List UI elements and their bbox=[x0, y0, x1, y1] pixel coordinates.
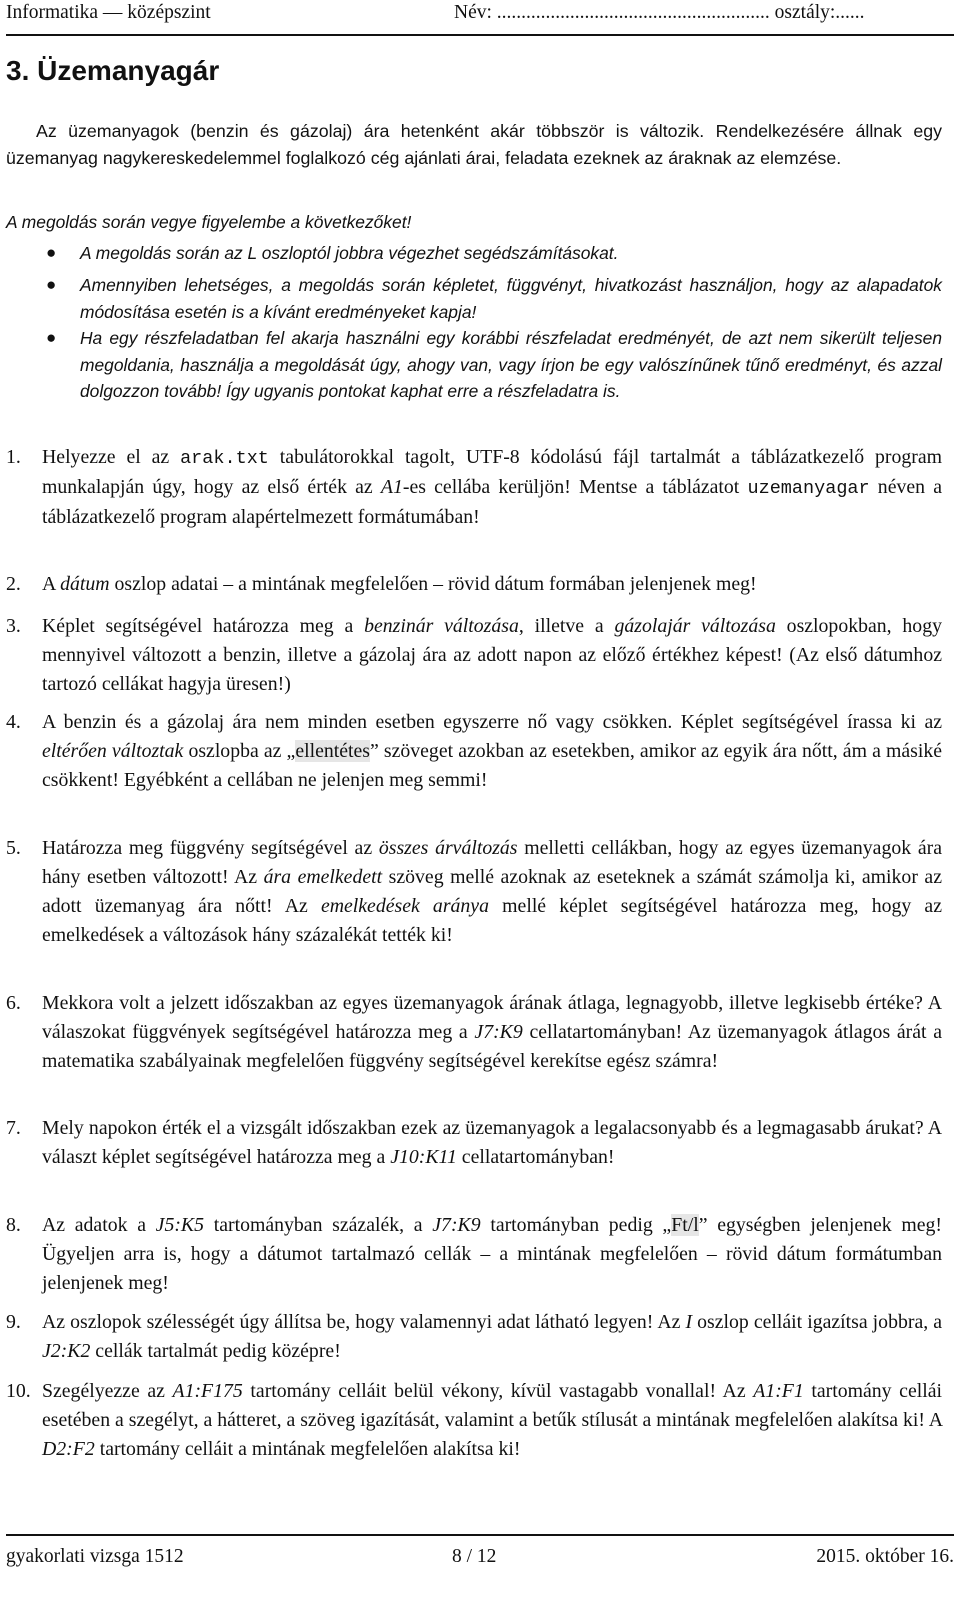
task-text-part: Helyezze el az bbox=[42, 446, 181, 468]
cell-range: J5:K5 bbox=[155, 1214, 205, 1236]
task-number: 3. bbox=[6, 615, 21, 637]
task-text-part: tartomány cellái esetében a szegélyt, a hátteret, a szöveg igazítását, valamint a betűk stílusát a mintának megfelelően alakítsa ki! A bbox=[42, 1380, 942, 1431]
task-2 bbox=[6, 570, 942, 599]
task-text-part: Szegélyezze az bbox=[42, 1380, 173, 1402]
task-text-part: tartomány celláit belül vékony, kívül vastagabb vonallal! Az bbox=[242, 1380, 754, 1402]
bullet-text: Ha egy részfeladatban fel akarja használni egy korábbi részfeladat eredményét, de azt nem sikerült teljesen megoldania, használja a megoldását úgy, ahogy van, vagy írjon be egy valószínűnek tűnő eredményt, és azzal dolgozzon tovább! Így ugyanis pontokat kaphat erre a részfeladatra is. bbox=[80, 328, 942, 401]
intro-paragraph bbox=[6, 118, 942, 172]
task-text-part: Határozza meg függvény segítségével az bbox=[42, 837, 379, 859]
task-text-part: Mekkora volt a jelzett időszakban az egyes üzemanyagok árának átlaga, legnagyobb, illetve legkisebb értéke? A válaszokat függvények segítségével határozza meg a bbox=[42, 992, 942, 1043]
task-text-part: Képlet segítségével határozza meg a bbox=[42, 615, 365, 637]
bullet-item bbox=[46, 272, 942, 325]
column-name: eltérően változtak bbox=[42, 740, 184, 762]
task-6 bbox=[6, 989, 942, 1076]
task-text bbox=[42, 989, 942, 1076]
footer-date: 2015. október 16. bbox=[816, 1546, 954, 1567]
task-7 bbox=[6, 1114, 942, 1172]
header-subject: Informatika — középszint bbox=[6, 2, 211, 23]
task-text-part: cellák tartalmát pedig középre! bbox=[90, 1340, 341, 1362]
label-name: emelkedések aránya bbox=[320, 895, 489, 917]
cell-range: J2:K2 bbox=[42, 1340, 91, 1362]
bullet-item bbox=[46, 240, 942, 267]
column-name: dátum bbox=[60, 573, 110, 595]
task-text-part: A benzin és a gázolaj ára nem minden esetben egyszerre nő vagy csökken. Képlet segítségével írassa ki az bbox=[42, 711, 942, 733]
task-text-part: oszlop adatai – a mintának megfelelően – rövid dátum formában jelenjenek meg! bbox=[109, 573, 757, 595]
task-9 bbox=[6, 1308, 942, 1366]
task-text-part: tartományban pedig „ bbox=[480, 1214, 672, 1236]
file-name: uzemanyagar bbox=[747, 478, 870, 499]
bullet-text: A megoldás során az L oszloptól jobbra végezhet segédszámításokat. bbox=[80, 243, 619, 263]
bullet-icon: ● bbox=[46, 328, 57, 347]
task-text-part: oszlop celláit igazítsa jobbra, a bbox=[692, 1311, 943, 1333]
task-8 bbox=[6, 1211, 942, 1298]
file-name: arak.txt bbox=[180, 448, 269, 469]
task-text-part: szöveg mellé azoknak az eseteknek a számát számolja ki, amikor az adott üzemanyag ára nőtt! Az bbox=[42, 866, 942, 917]
task-1 bbox=[6, 443, 942, 532]
task-text-part: néven a táblázatkezelő program alapértelmezett formátumában! bbox=[42, 476, 943, 528]
cell-range: J7:K9 bbox=[474, 1021, 523, 1043]
column-name: benzinár változása bbox=[364, 615, 519, 637]
task-text bbox=[42, 443, 942, 532]
cell-range: A1:F175 bbox=[172, 1380, 243, 1402]
task-text bbox=[42, 708, 942, 795]
bullet-icon: ● bbox=[46, 275, 57, 294]
task-number: 8. bbox=[6, 1214, 21, 1236]
label-name: összes árváltozás bbox=[378, 837, 518, 859]
task-text-part: melletti cellákban, hogy az egyes üzemanyagok ára hány esetben változott! Az bbox=[42, 837, 943, 888]
cell-range: D2:F2 bbox=[42, 1438, 95, 1460]
cell-range: J7:K9 bbox=[432, 1214, 481, 1236]
task-text-part: oszlopba az „ bbox=[183, 740, 296, 762]
page-footer bbox=[6, 1546, 954, 1568]
page-title: 3. Üzemanyagár bbox=[6, 55, 220, 86]
task-text bbox=[42, 1377, 942, 1464]
task-text bbox=[42, 1211, 942, 1298]
task-5 bbox=[6, 834, 942, 950]
task-number: 10. bbox=[6, 1380, 31, 1402]
task-text-part: tartományban százalék, a bbox=[204, 1214, 433, 1236]
column-name: I bbox=[685, 1311, 693, 1333]
task-number: 9. bbox=[6, 1311, 21, 1333]
task-text bbox=[42, 1114, 942, 1172]
task-text-part: cellatartományban! bbox=[456, 1146, 615, 1168]
header-name-class-field: Név: ........................................................ osztály:...... bbox=[454, 2, 865, 23]
task-text bbox=[42, 570, 942, 599]
task-number: 5. bbox=[6, 837, 21, 859]
task-3 bbox=[6, 612, 942, 699]
intro-text: Az üzemanyagok (benzin és gázolaj) ára hetenként akár többször is változik. Rendelkezésére állnak egy üzemanyag nagykereskedelemmel foglalkozó cég ajánlati árai, feladata ezeknek az áraknak az elemzése. bbox=[6, 121, 942, 168]
hint-heading: A megoldás során vegye figyelembe a következőket! bbox=[6, 212, 412, 232]
footer-rule bbox=[6, 1534, 954, 1536]
column-name: gázolajár változása bbox=[614, 615, 776, 637]
page-header bbox=[6, 2, 954, 28]
task-text-part: oszlopokban, hogy mennyivel változott a benzin, illetve a gázolaj ára az adott napon az előző értékhez képest! (Az első dátumhoz tartozó cellákat hagyja üresen!) bbox=[42, 615, 942, 695]
label-name: ára emelkedett bbox=[263, 866, 383, 888]
cell-range: J10:K11 bbox=[390, 1146, 457, 1168]
footer-exam-code: gyakorlati vizsga 1512 bbox=[6, 1546, 184, 1567]
bullet-item bbox=[46, 325, 942, 405]
highlighted-text: ellentétes bbox=[295, 740, 371, 762]
task-number: 7. bbox=[6, 1117, 21, 1139]
task-text-part: tartomány celláit a mintának megfelelően alakítsa ki! bbox=[94, 1438, 521, 1460]
task-text-part: Az oszlopok szélességét úgy állítsa be, hogy valamennyi adat látható legyen! Az bbox=[42, 1311, 686, 1333]
task-text bbox=[42, 834, 942, 950]
task-text bbox=[42, 1308, 942, 1366]
bullet-text: Amennyiben lehetséges, a megoldás során képletet, függvényt, hivatkozást használjon, hogy az alapadatok módosítása esetén is a kívánt eredményeket kapja! bbox=[80, 275, 942, 322]
task-text-part: ” egységben jelenjenek meg! Ügyeljen arra is, hogy a dátumot tartalmazó cellák – a mintának megfelelően – rövid dátum formátumban jelenjenek meg! bbox=[42, 1214, 943, 1294]
task-text-part: A bbox=[42, 573, 61, 595]
bullet-icon: ● bbox=[46, 243, 57, 262]
task-number: 2. bbox=[6, 573, 21, 595]
task-text-part: ” szöveget azokban az esetekben, amikor az egyik ára nőtt, ám a másiké csökkent! Egyébként a cellában ne jelenjen meg semmi! bbox=[42, 740, 942, 791]
task-text-part: tabulátorokkal tagolt, UTF-8 kódolású fájl tartalmát a táblázatkezelő program munkalapján úgy, hogy az első érték az bbox=[42, 446, 942, 498]
task-text-part: -es cellába kerüljön! Mentse a táblázatot bbox=[402, 476, 748, 498]
task-number: 4. bbox=[6, 711, 21, 733]
task-number: 6. bbox=[6, 992, 21, 1014]
task-text-part: , illetve a bbox=[518, 615, 615, 637]
cell-reference: A1 bbox=[380, 476, 403, 498]
task-number: 1. bbox=[6, 446, 21, 468]
page-number: 8 / 12 bbox=[452, 1546, 497, 1567]
header-rule bbox=[6, 34, 954, 36]
task-text bbox=[42, 612, 942, 699]
task-10 bbox=[6, 1377, 942, 1464]
highlighted-text: Ft/l bbox=[671, 1214, 699, 1236]
task-text-part: Az adatok a bbox=[42, 1214, 156, 1236]
task-text-part: Mely napokon érték el a vizsgált időszakban ezek az üzemanyagok a legalacsonyabb és a legmagasabb árukat? A választ képlet segítségével határozza meg a bbox=[42, 1117, 942, 1168]
task-4 bbox=[6, 708, 942, 795]
cell-range: A1:F1 bbox=[753, 1380, 804, 1402]
task-text-part: mellé képlet segítségével határozza meg, hogy az emelkedések a változások hány százalékát tették ki! bbox=[42, 895, 942, 946]
task-text-part: cellatartományban! Az üzemanyagok átlagos árát a matematika szabályainak megfelelően függvény segítségével kerekítse egész számra! bbox=[42, 1021, 942, 1072]
